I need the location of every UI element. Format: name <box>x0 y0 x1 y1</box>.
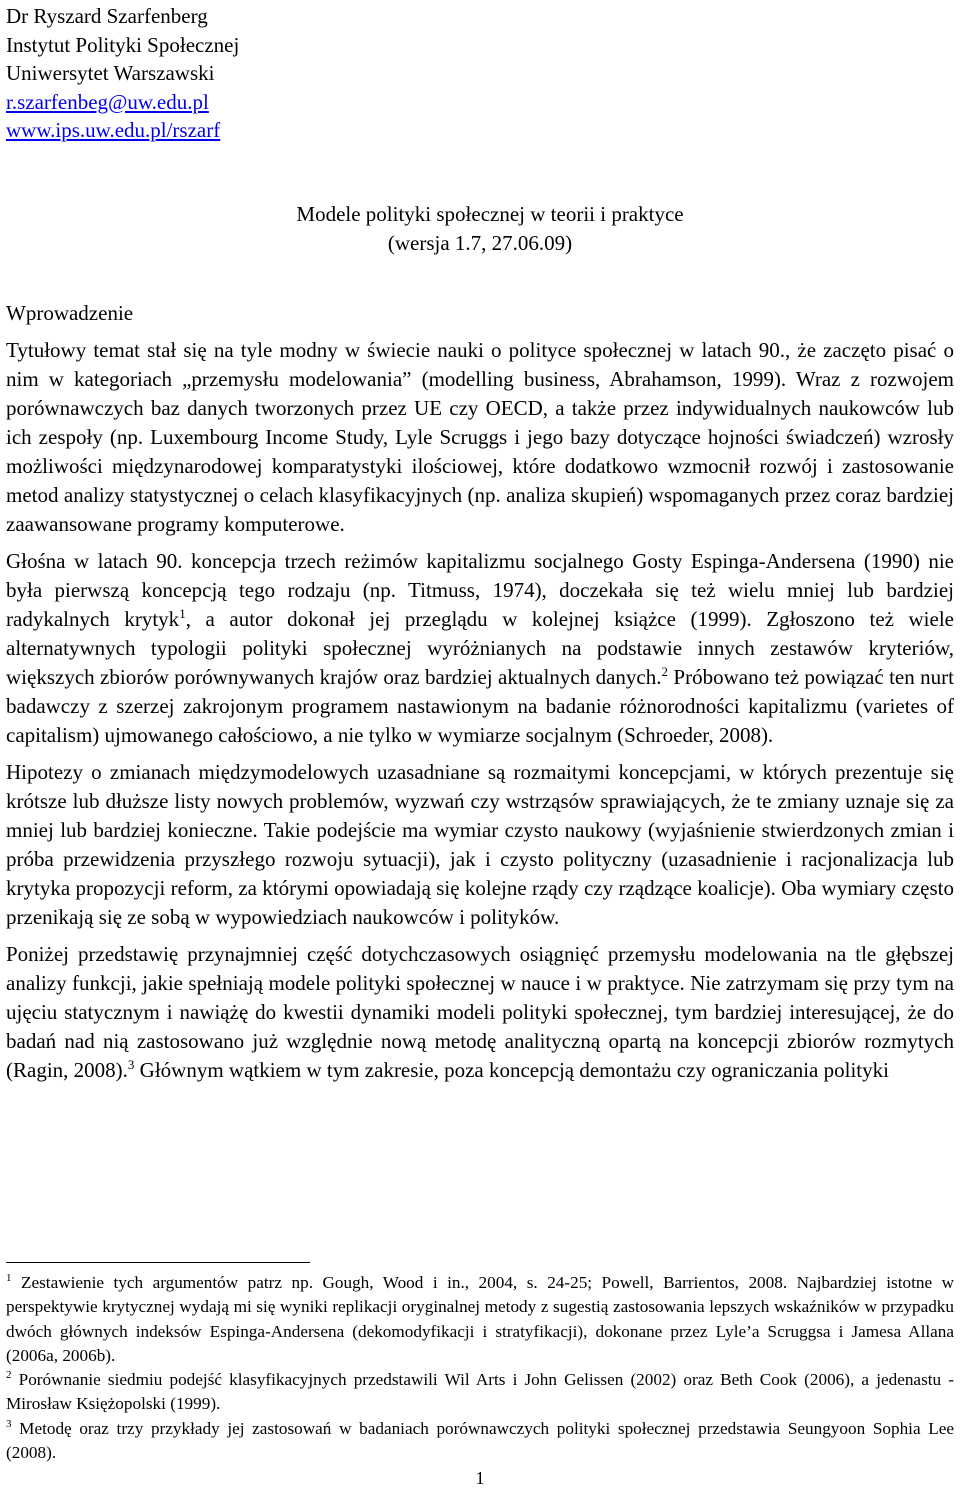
footnote-ref-1[interactable]: 1 <box>179 606 186 621</box>
document-version: (wersja 1.7, 27.06.09) <box>387 231 573 255</box>
document-title: Modele polityki społecznej w teorii i praktyce <box>296 202 684 226</box>
author-name: Dr Ryszard Szarfenberg <box>6 4 208 28</box>
paragraph-3 <box>6 758 954 932</box>
document-title-block <box>0 200 960 258</box>
footnote-3 <box>6 1417 954 1466</box>
body-text <box>6 336 954 1085</box>
footnote-ref-2[interactable]: 2 <box>661 664 668 679</box>
paragraph-text: Poniżej przedstawię przynajmniej część dotychczasowych osiągnięć przemysłu modelowania na tle głębszej analizy funkcji, jakie spełniają modele polityki społecznej w nauce i w praktyce. Nie zatrzymam się przy tym na ujęciu statycznym i nawiążę do kwestii dynamiki modeli polityki społecznej, tym bardziej interesującej, że do badań nad nią zastosowano już względnie nową metodę analityczną opartą na koncepcji zbiorów rozmytych (Ragin, 2008). <box>6 942 954 1082</box>
paragraph-text: Tytułowy temat stał się na tyle modny w świecie nauki o polityce społecznej w latach 90., że zaczęto pisać o nim w kategoriach „przemysłu modelowania” (modelling business, Abrahamson, 1999). Wraz z rozwojem porównawczych baz danych tworzonych przez UE czy OECD, a także przez indywidualnych naukowców lub ich zespoły (np. Luxembourg Income Study, Lyle Scruggs i jego bazy dotyczące hojności świadczeń) wzrosły możliwości międzynarodowej komparatystyki ilościowej, które dodatkowo wzmocnił rozwój i zastosowanie metod analizy statystycznej o celach klasyfikacyjnych (np. analiza skupień) wspomaganych przez coraz bardziej zaawansowane programy komputerowe. <box>6 338 954 536</box>
paragraph-text: Głośna w latach 90. koncepcja trzech reżimów kapitalizmu socjalnego Gosty Espinga-Andersena (1990) nie była pierwszą koncepcją tego rodzaju (np. Titmuss, 1974), doczekała się też wielu mniej lub bardziej radykalnych krytyk <box>6 549 954 631</box>
paragraph-text: , a autor dokonał jej przeglądu w kolejnej książce (1999). Zgłoszono też wiele alternatywnych typologii polityki społecznej wyróżnianych na podstawie innych zestawów kryteriów, większych zbiorów porównywanych krajów oraz bardziej aktualnych danych. <box>6 607 954 689</box>
footnote-ref-3[interactable]: 3 <box>127 1057 135 1072</box>
footnotes <box>6 1271 954 1465</box>
section-heading: Wprowadzenie <box>6 301 134 325</box>
website-link[interactable]: www.ips.uw.edu.pl/rszarf <box>6 118 221 142</box>
footnote-number: 1 <box>6 1272 12 1284</box>
footnote-text: Porównanie siedmiu podejść klasyfikacyjnych przedstawili Wil Arts i John Gelissen (2002) oraz Beth Cook (2006), a jedenastu - Mirosław Księżopolski (1999). <box>6 1370 954 1414</box>
footnote-text: Metodę oraz trzy przykłady jej zastosowań w badaniach porównawczych polityki społecznej przedstawia Seungyoon Sophia Lee (2008). <box>6 1418 954 1463</box>
page-number: 1 <box>475 1468 485 1488</box>
email-link[interactable]: r.szarfenbeg@uw.edu.pl <box>6 89 209 114</box>
footnote-number: 3 <box>6 1417 12 1430</box>
paragraph-2 <box>6 547 954 750</box>
paragraph-1 <box>6 336 954 539</box>
footnote-number: 2 <box>6 1369 12 1382</box>
institute-name: Instytut Polityki Społecznej <box>6 32 240 57</box>
author-header <box>6 2 239 145</box>
university-name: Uniwersytet Warszawski <box>6 61 215 85</box>
paragraph-4 <box>6 940 954 1085</box>
paragraph-text: Próbowano też powiązać ten nurt badawczy z szerzej zakrojonym programem nastawionym na badanie różnorodności kapitalizmu (varietes of capitalism) ujmowanego całościowo, a nie tylko w wymiarze socjalnym (Schroeder, 2008). <box>6 665 955 747</box>
footnote-text: Zestawienie tych argumentów patrz np. Gough, Wood i in., 2004, s. 24-25; Powell, Barrientos, 2008. Najbardziej istotne w perspektywie krytycznej wydają mi się wyniki replikacji oryginalnej metody z sugestią zastosowania lepszych wskaźników w przypadku dwóch głównych indeksów Espinga-Andersena (dekomodyfikacji i stratyfikacji), dokonane przez Lyle’a Scruggsa i Jamesa Allana (2006a, 2006b). <box>6 1273 954 1365</box>
paragraph-text: Głównym wątkiem w tym zakresie, poza koncepcją demontażu czy ograniczania polityki <box>134 1058 889 1082</box>
footnote-1 <box>6 1271 954 1368</box>
footnote-separator <box>6 1262 310 1263</box>
paragraph-text: Hipotezy o zmianach międzymodelowych uzasadniane są rozmaitymi koncepcjami, w których prezentuje się krótsze lub dłuższe listy nowych problemów, wyzwań czy wstrząsów sprawiających, że te zmiany uznaje się za mniej lub bardziej konieczne. Takie podejście ma wymiar czysto naukowy (wyjaśnienie stwierdzonych zmian i próba przewidzenia przyszłego rozwoju sytuacji), jak i czysto polityczny (uzasadnienie i racjonalizacja lub krytyka propozycji reform, za którymi opowiadają się kolejne rządy czy rządzące koalicje). Oba wymiary często przenikają się ze sobą w wypowiedziach naukowców i polityków. <box>6 760 954 929</box>
footnote-2 <box>6 1368 954 1417</box>
